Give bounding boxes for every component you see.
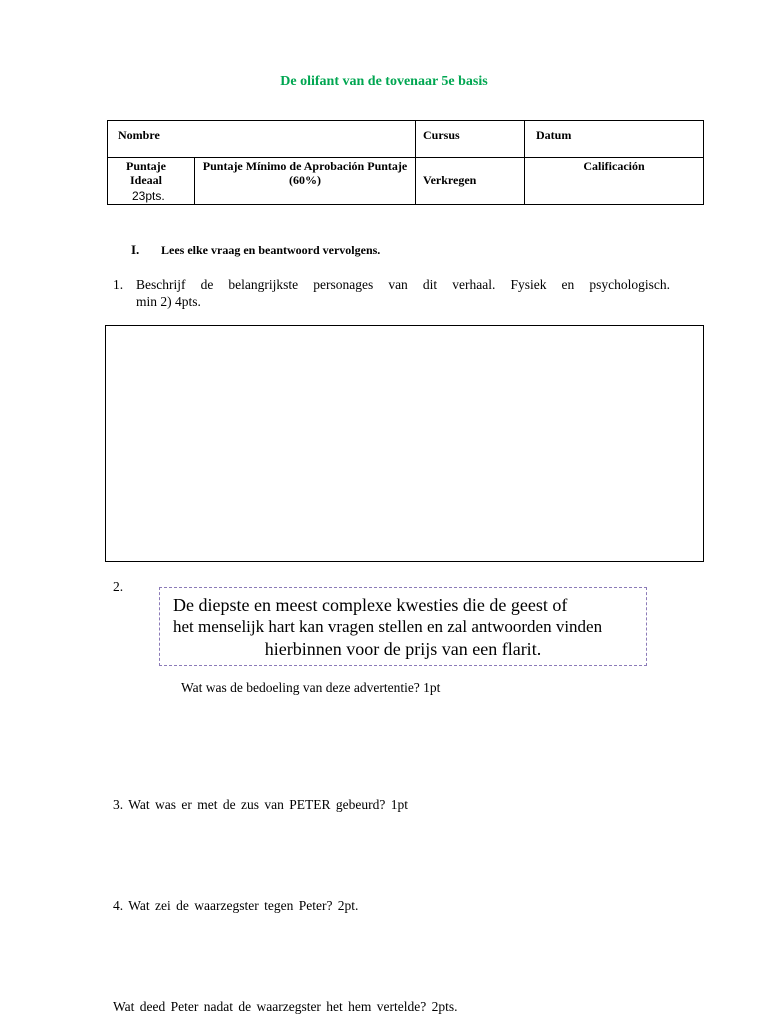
document-title: De olifant van de tovenaar 5e basis [280,74,488,89]
minimum-percentage: (60%) [289,173,321,187]
section-instruction: Lees elke vraag en beantwoord vervolgens. [161,243,381,257]
score-row [108,158,704,205]
question-3-text: 3. Wat was er met de zus van PETER gebeurd? 1pt [113,797,408,812]
advertisement-line3: hierbinnen voor de prijs van een flarit. [264,639,542,659]
ideal-score-cell [108,158,195,205]
question-2-text: Wat was de bedoeling van deze advertentie? 1pt [181,680,441,695]
question-1-line2: min 2) 4pts. [136,294,201,309]
section-heading [131,242,380,258]
ideal-line1: Puntaje [126,159,166,173]
advertisement-text [160,594,646,660]
advertisement-line1: De diepste en meest complexe kwesties die de geest of [173,595,568,615]
minimum-line1: Puntaje Mínimo de Aprobación [202,159,365,173]
question-1-line1: Beschrijf de belangrijkste personages van dit verhaal. Fysiek en psychologisch. [136,277,670,292]
advertisement-box [159,587,647,666]
verkregen-label: Verkregen [423,173,477,187]
nombre-cell[interactable] [108,121,416,158]
minimum-score-cell [195,158,416,205]
header-row [108,121,704,158]
ideal-points-value: 23pts. [132,189,165,203]
datum-cell[interactable] [525,121,704,158]
advertisement-line2: het menselijk hart kan vragen stellen en zal antwoorden vinden [173,617,603,636]
question-4-text: 4. Wat zei de waarzegster tegen Peter? 2pt. [113,898,359,913]
question-1 [113,276,670,310]
ideal-score-label [108,159,184,187]
header-table [107,120,704,205]
cursus-label: Cursus [423,128,460,142]
datum-label: Datum [536,128,572,142]
question-2-number: 2. [113,579,124,594]
calificacion-label: Calificación [583,159,645,173]
ideal-line2: Ideaal [129,173,162,187]
puntaje-overflow-label: Puntaje [367,159,408,173]
cursus-cell[interactable] [416,121,525,158]
nombre-label: Nombre [118,128,160,142]
grade-cell[interactable] [525,158,704,205]
question-5-text: Wat deed Peter nadat de waarzegster het hem vertelde? 2pts. [113,999,458,1014]
question-1-number: 1. [113,277,124,292]
question-1-answer-box[interactable] [105,325,704,562]
section-number: I. [131,242,140,257]
obtained-score-cell[interactable] [416,158,525,205]
